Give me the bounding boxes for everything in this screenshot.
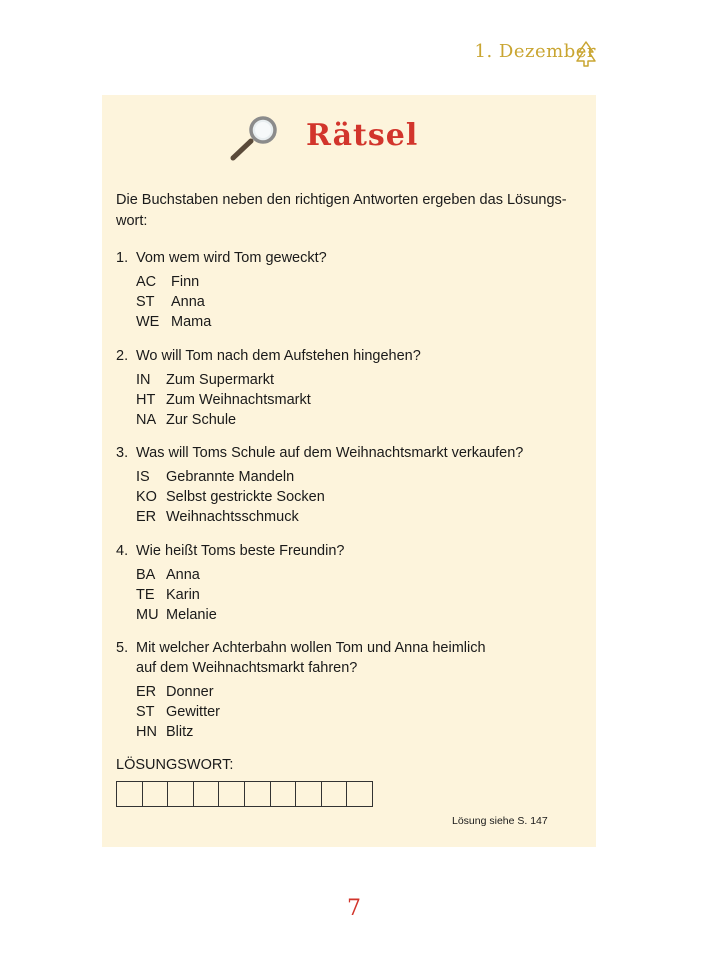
answer-code: ST xyxy=(136,293,155,310)
question-text: 2. Wo will Tom nach dem Aufstehen hingehen? xyxy=(116,348,421,364)
answer-list xyxy=(116,371,586,430)
answer-option xyxy=(136,586,586,606)
question-text: 3. Was will Toms Schule auf dem Weihnachtsmarkt verkaufen? xyxy=(116,445,524,461)
answer-text: Zur Schule xyxy=(166,411,237,428)
solution-reference: Lösung siehe S. 147 xyxy=(452,815,548,827)
question-text-continued: auf dem Weihnachtsmarkt fahren? xyxy=(136,660,358,676)
page-date-header: 1. Dezember xyxy=(474,41,596,62)
answer-text: Melanie xyxy=(166,606,217,623)
answer-text: Anna xyxy=(171,293,205,310)
answer-code: HN xyxy=(136,723,157,740)
answer-code: KO xyxy=(136,488,157,505)
answer-code: ST xyxy=(136,703,155,720)
question-2 xyxy=(116,346,586,430)
answer-code: IS xyxy=(136,469,150,485)
puzzle-title: Rätsel xyxy=(306,118,419,153)
answer-code: NA xyxy=(136,411,157,428)
answer-list xyxy=(116,683,586,742)
solution-letter-box[interactable] xyxy=(167,781,194,807)
question-text: 4. Wie heißt Toms beste Freundin? xyxy=(116,543,345,559)
solution-letter-box[interactable] xyxy=(321,781,348,807)
answer-list xyxy=(116,468,586,527)
answer-option xyxy=(136,723,586,743)
answer-option xyxy=(136,606,586,626)
answer-option xyxy=(136,411,586,431)
answer-list xyxy=(116,566,586,625)
answer-option xyxy=(136,683,586,703)
answer-option xyxy=(136,293,586,313)
answer-option xyxy=(136,488,586,508)
answer-code: IN xyxy=(136,372,151,388)
solution-letter-box[interactable] xyxy=(244,781,271,807)
answer-code: BA xyxy=(136,567,156,583)
question-number: 3. xyxy=(116,445,129,461)
question-text: 1. Vom wem wird Tom geweckt? xyxy=(116,250,327,266)
answer-option xyxy=(136,391,586,411)
answer-code: ER xyxy=(136,508,157,525)
answer-code: HT xyxy=(136,391,156,408)
answer-text: Zum Weihnachtsmarkt xyxy=(166,391,311,408)
tree-icon xyxy=(574,40,598,68)
answer-text: Gebrannte Mandeln xyxy=(166,469,295,485)
answer-text: Weihnachtsschmuck xyxy=(166,508,299,525)
solution-word-label: LÖSUNGSWORT: xyxy=(116,757,234,773)
answer-text: Zum Supermarkt xyxy=(166,372,274,388)
answer-text: Selbst gestrickte Socken xyxy=(166,488,325,505)
question-4 xyxy=(116,541,586,625)
answer-code: WE xyxy=(136,313,160,330)
question-number: 4. xyxy=(116,543,129,559)
answer-code: MU xyxy=(136,606,159,623)
solution-letter-box[interactable] xyxy=(218,781,245,807)
answer-option xyxy=(136,313,586,333)
answer-option xyxy=(136,508,586,528)
solution-letter-box[interactable] xyxy=(193,781,220,807)
question-1 xyxy=(116,248,586,332)
solution-word-boxes xyxy=(116,781,373,807)
answer-list xyxy=(116,273,586,332)
answer-option xyxy=(136,703,586,723)
question-5 xyxy=(116,638,586,742)
answer-text: Donner xyxy=(166,684,214,700)
answer-code: AC xyxy=(136,274,157,290)
answer-option xyxy=(136,566,586,586)
answer-text: Blitz xyxy=(166,723,194,740)
answer-option xyxy=(136,371,586,391)
answer-text: Anna xyxy=(166,567,200,583)
question-3 xyxy=(116,443,586,527)
solution-letter-box[interactable] xyxy=(116,781,143,807)
answer-code: TE xyxy=(136,586,155,603)
answer-option xyxy=(136,273,586,293)
question-text: 5. Mit welcher Achterbahn wollen Tom und Anna heimlich xyxy=(116,640,486,656)
answer-text: Finn xyxy=(171,274,200,290)
answer-text: Mama xyxy=(171,313,212,330)
answer-text: Karin xyxy=(166,586,200,603)
question-number: 1. xyxy=(116,250,129,266)
page-number: 7 xyxy=(347,896,361,921)
answer-text: Gewitter xyxy=(166,703,220,720)
solution-letter-box[interactable] xyxy=(270,781,297,807)
question-number: 2. xyxy=(116,348,129,364)
solution-letter-box[interactable] xyxy=(295,781,322,807)
magnifier-icon xyxy=(226,114,284,164)
solution-letter-box[interactable] xyxy=(142,781,169,807)
solution-letter-box[interactable] xyxy=(346,781,373,807)
puzzle-intro: Die Buchstaben neben den richtigen Antworten ergeben das Lösungs-wort: xyxy=(116,192,567,229)
answer-code: ER xyxy=(136,684,157,700)
answer-option xyxy=(136,468,586,488)
question-number: 5. xyxy=(116,640,129,656)
